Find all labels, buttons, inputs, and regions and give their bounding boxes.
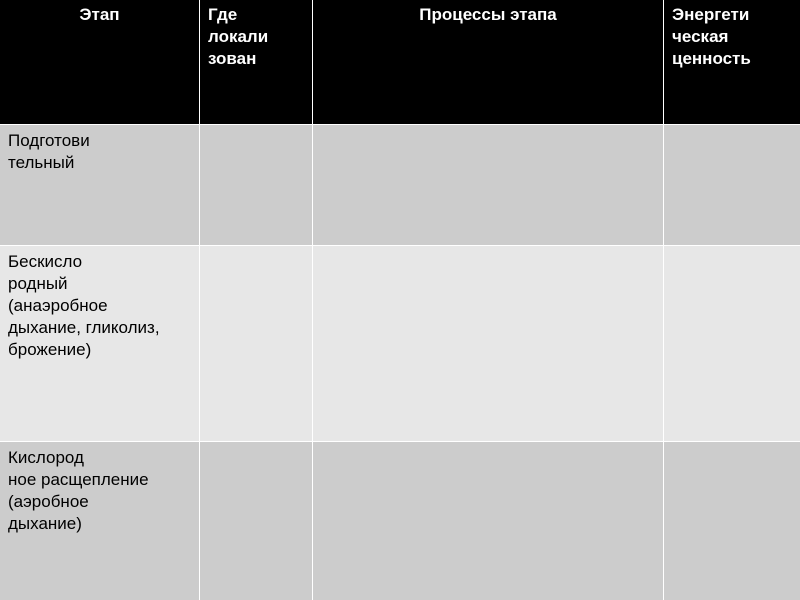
row-1-processes <box>313 125 664 246</box>
row-1-location <box>200 125 313 246</box>
row-2-energy <box>664 246 800 442</box>
row-2-location <box>200 246 313 442</box>
row-3-energy <box>664 442 800 600</box>
row-1-stage: Подготови тельный <box>0 125 200 246</box>
row-2-stage: Бескисло родный (анаэробное дыхание, гликолиз, брожение) <box>0 246 200 442</box>
header-stage: Этап <box>0 0 200 125</box>
row-3-location <box>200 442 313 600</box>
row-3-stage: Кислород ное расщепление (аэробное дыхание) <box>0 442 200 600</box>
header-location: Где локали зован <box>200 0 313 125</box>
header-energy: Энергети ческая ценность <box>664 0 800 125</box>
row-2-processes <box>313 246 664 442</box>
row-1-energy <box>664 125 800 246</box>
header-processes: Процессы этапа <box>313 0 664 125</box>
row-3-processes <box>313 442 664 600</box>
